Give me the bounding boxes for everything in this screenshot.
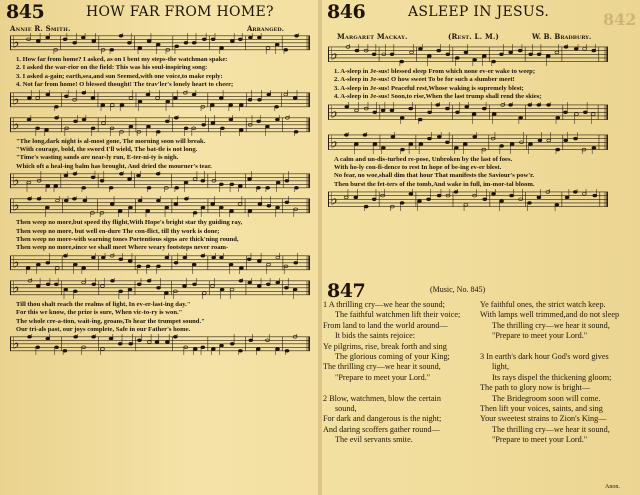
svg-text:♭: ♭ <box>12 334 20 354</box>
hymn-846-lyric-line: No fear, no woe,shall dim that hour That manifests the Saviour's pow'r. <box>334 172 535 180</box>
hymn-847-column-1 <box>323 300 473 446</box>
verse-line: "Prepare to meet your Lord." <box>492 331 588 341</box>
hymn-845-treble-staff-3 <box>10 196 310 217</box>
hymn-845-lyric-line: 2. I asked the war-rior on the field: This was his soul-inspiring song: <box>16 64 208 72</box>
hymn-847-signature: Anon. <box>605 484 620 490</box>
hymn-846-bass-staff-2 <box>328 189 608 211</box>
hymn-846-lyric-line: A calm and un-dis-turbed re-pose, Unbroken by the last of foes. <box>334 155 513 163</box>
verse-line: Ye pilgrims, rise, break forth and sing <box>323 341 447 351</box>
hymn-846-treble-staff-1 <box>328 44 608 66</box>
svg-text:♭: ♭ <box>330 44 338 64</box>
hymn-845-bass-staff-2 <box>10 171 310 192</box>
verse-line: The thrilling cry—we hear it sound, <box>323 362 441 372</box>
verse-line: 1 A thrilling cry—we hear the sound; <box>323 300 445 309</box>
verse-line: Your sweetest strains to Zion's King— <box>480 414 607 424</box>
svg-text:♭: ♭ <box>12 277 20 297</box>
hymn-845-bass-staff-3 <box>10 253 310 274</box>
svg-text:♭: ♭ <box>330 131 338 151</box>
verse-line <box>480 342 636 352</box>
hymn-846-lyric-line: 2. A-sleep in Je-sus! O how sweet To be for such a slumber meet! <box>334 76 515 84</box>
hymn-846-title: ASLEEP IN JESUS. <box>408 4 550 20</box>
hymn-845-lyric-line: "Time's wasting sands are near-ly run, E-ter-ni-ty is nigh. <box>16 154 179 162</box>
hymn-845-lyric-line: 1. How far from home? I asked, as on I bent my steps-the watchman spake: <box>16 56 228 63</box>
hymn-847-number: 847 <box>327 280 366 302</box>
verse-line: "Prepare to meet your Lord." <box>335 372 431 382</box>
svg-text:♭: ♭ <box>12 196 20 215</box>
hymn-845-lyric-line: Till thou shalt reach the realms of light, In ev-er-last-ing day." <box>16 300 191 308</box>
verse-line: The thrilling cry—we hear it sound, <box>492 424 610 434</box>
page-gutter <box>318 0 322 495</box>
svg-text:♭: ♭ <box>12 114 20 134</box>
bleed-through-number: 842 <box>603 10 637 29</box>
hymn-845-treble-staff-4 <box>10 278 310 299</box>
hymn-845-lyric-line: Then weep no more,but speed thy flight,With Hope's bright star thy guiding ray, <box>16 219 243 227</box>
verse-line: sound, <box>335 404 357 414</box>
hymn-845-lyric-line: Then weep no more, but well en-dure The con-flict, till thy work is done; <box>16 227 220 235</box>
hymn-845-lyric-line: For this we know, the prize is sure, When vic-to-ry is won." <box>16 309 183 317</box>
hymn-846-lyric-line: Then burst the fet-ters of the tomb,And wake in full, im-mor-tal bloom. <box>334 180 535 188</box>
hymn-846-number: 846 <box>327 1 366 23</box>
hymn-845-arranger: Arranged. <box>247 24 285 33</box>
hymn-846-lyric-line: 1. A-sleep in Je-sus! blessed sleep From which none ev-er wake to weep; <box>334 68 536 75</box>
svg-text:♭: ♭ <box>12 252 20 272</box>
verse-line: The faithful watchmen lift their voice; <box>335 310 461 320</box>
verse-line: With lamps well trimmed,and do not sleep <box>480 310 620 320</box>
verse-line: The thrilling cry—we hear it sound, <box>492 320 610 330</box>
hymn-846-author: Margaret Mackay. <box>337 32 408 41</box>
verse-line: The glorious coming of your King; <box>335 352 450 362</box>
hymn-845-bass-staff-1 <box>10 90 310 111</box>
verse-line: Then lift your voices, saints, and sing <box>480 404 603 414</box>
hymn-847-column-2 <box>480 300 636 446</box>
hymn-846-bass-staff-1 <box>328 102 608 124</box>
svg-text:♭: ♭ <box>330 101 338 121</box>
hymn-846-lyric-line: With ho-ly con-fi-dence to rest In hope of be-ing ev-er blest. <box>334 164 502 171</box>
svg-text:♭: ♭ <box>12 171 20 190</box>
hymn-847-music-ref: (Music, No. 845) <box>430 285 486 294</box>
hymn-845-lyric-line: "The long,dark night is al-most gone, The morning soon will break. <box>16 137 206 145</box>
verse-line: From land to land the world around— <box>323 320 448 330</box>
hymn-845-lyric-line: "With courage, bold, the sword I'll wield, The bat-tle is not long. <box>16 146 198 153</box>
verse-line: The path to glory now is bright— <box>480 383 591 393</box>
hymn-846-lyric-line: 4. A-sleep in Je-sus! Soon,to rise,When the last trump shall rend the skies; <box>334 93 542 101</box>
hymn-845-lyric-line: Our tri-als past, our joys complete, Safe in our Father's home. <box>16 326 191 333</box>
hymn-845-lyric-line: 3. I asked a-gain; earth,sea,and sun Seemed,with one voice,to make reply: <box>16 72 223 80</box>
hymn-845-title: HOW FAR FROM HOME? <box>86 4 274 20</box>
verse-line: "Prepare to meet your Lord." <box>492 435 588 445</box>
hymn-846-treble-staff-2 <box>328 132 608 154</box>
verse-line: For dark and dangerous is the night; <box>323 414 442 424</box>
verse-line: 2 Blow, watchmen, blow the certain <box>323 393 441 403</box>
svg-text:♭: ♭ <box>12 33 20 52</box>
verse-line: The evil servants smite. <box>335 435 413 445</box>
hymn-845-lyric-line: Then weep no more,since we shall meet Where weary footsteps never roam- <box>16 244 229 252</box>
hymn-846-lyric-line: 3. A-sleep in Je-sus! Peaceful rest,Whose waking is supremely blest; <box>334 84 524 92</box>
hymn-845-lyric-line: The whole cre-a-tion, wait-ing, groans,To hear the trumpet sound." <box>16 317 205 325</box>
hymn-846-meter: (Rest. L. M.) <box>448 32 500 41</box>
svg-text:♭: ♭ <box>12 89 20 109</box>
hymn-845-lyric-line: Which oft a heal-ing balm has brought, And dried the mourner's tear. <box>16 162 212 170</box>
svg-text:♭: ♭ <box>330 189 338 209</box>
verse-line: Ye faithful ones, the strict watch keep. <box>480 300 606 309</box>
verse-line: The Bridegroom soon will come. <box>492 393 601 403</box>
hymn-845-treble-staff-2 <box>10 115 310 136</box>
verse-line <box>323 383 473 393</box>
hymn-845-treble-staff-1 <box>10 33 310 54</box>
verse-line: 3 In earth's dark hour God's word gives <box>480 352 609 362</box>
hymn-845-author: Annie R. Smith. <box>10 24 71 33</box>
verse-line: And daring scoffers gather round— <box>323 424 440 434</box>
hymn-845-number: 845 <box>6 1 45 23</box>
hymn-845-bass-staff-4 <box>10 334 310 355</box>
verse-line: It bids the saints rejoice: <box>335 331 416 341</box>
hymn-845-lyric-line: Then weep no more-with warning tones Portentious signs are thick'ning round, <box>16 236 239 243</box>
verse-line: Its rays dispel the thickening gloom; <box>492 372 612 382</box>
hymn-846-composer: W. B. Bradbury. <box>532 32 592 41</box>
verse-line: light, <box>492 362 510 372</box>
hymn-845-lyric-line: 4. Not far from home! O blessed thought! The trav'ler's lonely heart to cheer; <box>16 81 234 89</box>
